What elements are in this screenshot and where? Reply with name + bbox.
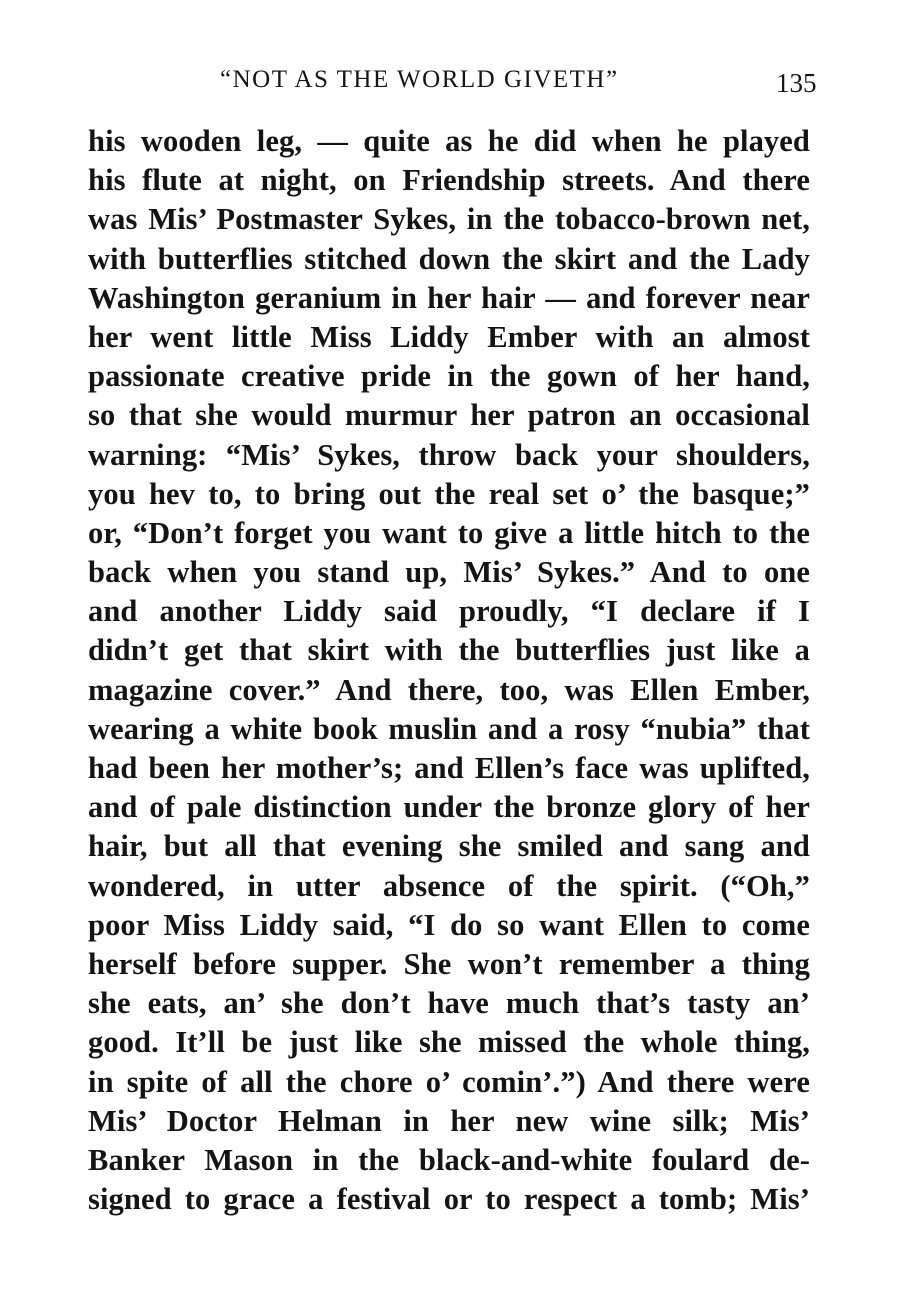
text-line: magazine cover.” And there, too, was Ellen Ember, — [88, 672, 810, 707]
text-line: you hev to, to bring out the real set o’ the basque;” — [88, 476, 810, 511]
text-line: hair, but all that evening she smiled and sang and — [88, 829, 810, 864]
running-head — [0, 62, 900, 98]
text-line: was Mis’ Postmaster Sykes, in the tobacco-brown net, — [88, 202, 810, 237]
text-line: back when you stand up, Mis’ Sykes.” And to one — [88, 555, 810, 590]
text-line: his flute at night, on Friendship streets. And there — [88, 163, 810, 198]
text-line: signed to grace a festival or to respect a tomb; Mis’ — [88, 1182, 810, 1217]
text-line: in spite of all the chore o’ comin’.”) And there were — [88, 1064, 810, 1099]
text-line: her went little Miss Liddy Ember with an almost — [88, 319, 810, 354]
text-line: didn’t get that skirt with the butterflies just like a — [88, 633, 810, 668]
text-line: Washington geranium in her hair — and forever near — [88, 280, 810, 315]
text-line: Banker Mason in the black-and-white foulard de- — [88, 1142, 810, 1177]
text-line: wondered, in utter absence of the spirit. (“Oh,” — [88, 868, 810, 903]
text-line: and of pale distinction under the bronze glory of her — [88, 790, 810, 825]
text-line: herself before supper. She won’t remember a thing — [88, 946, 810, 981]
running-title: “NOT AS THE WORLD GIVETH” — [220, 66, 619, 93]
text-line: or, “Don’t forget you want to give a little hitch to the — [88, 515, 810, 550]
text-line: had been her mother’s; and Ellen’s face was uplifted, — [88, 751, 810, 785]
text-line: with butterflies stitched down the skirt and the Lady — [88, 241, 810, 276]
text-line: so that she would murmur her patron an occasional — [88, 398, 810, 433]
text-line: wearing a white book muslin and a rosy “nubia” that — [88, 711, 810, 746]
text-line: she eats, an’ she don’t have much that’s tasty an’ — [88, 986, 810, 1021]
text-line: good. It’ll be just like she missed the whole thing, — [88, 1025, 810, 1060]
text-line: warning: “Mis’ Sykes, throw back your shoulders, — [88, 437, 810, 472]
body-text — [88, 122, 810, 1219]
text-line: poor Miss Liddy said, “I do so want Ellen to come — [88, 907, 810, 942]
text-line: passionate creative pride in the gown of her hand, — [88, 359, 810, 394]
text-line: his wooden leg, — quite as he did when he played — [88, 124, 810, 158]
text-line: Mis’ Doctor Helman in her new wine silk; Mis’ — [88, 1103, 810, 1138]
page-number: 135 — [776, 68, 817, 98]
text-line: and another Liddy said proudly, “I declare if I — [88, 594, 810, 629]
